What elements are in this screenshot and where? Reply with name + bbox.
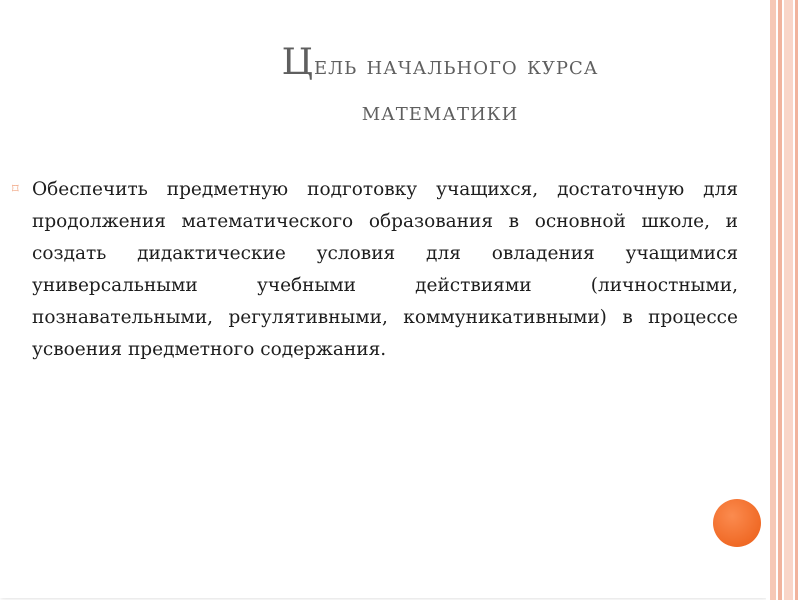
stripe-3 — [784, 0, 793, 600]
title-line-1 — [160, 40, 720, 89]
stripe-1 — [770, 0, 776, 600]
bullet-icon: ⌑ — [12, 182, 19, 197]
title-line-1-rest — [314, 51, 598, 81]
orange-circle-decoration — [713, 499, 761, 547]
slide-title — [160, 40, 720, 135]
body-paragraph: Обеспечить предметную подготовку учащихся, достаточную для продолжения математического образования в основной школе, и создать дидактические условия для овладения учащимися универсальными учебными действиями (личностными, познавательными, регулятивными, коммуникативными) в процессе усвоения предметного содержания. — [32, 179, 738, 360]
stripe-4 — [795, 0, 798, 600]
stripe-2 — [778, 0, 782, 600]
title-first-letter: Ц — [281, 42, 314, 83]
title-line-1-text: ель начального курса — [313, 51, 599, 81]
title-line-2: математики — [361, 97, 519, 127]
